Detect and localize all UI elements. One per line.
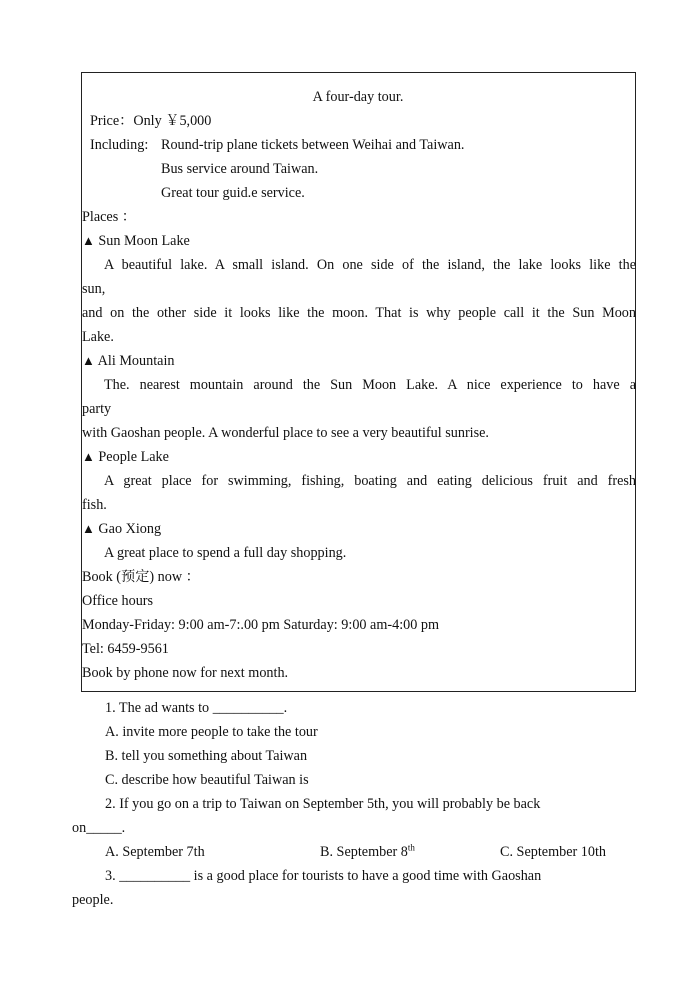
place-heading-sun-moon-lake <box>82 231 190 251</box>
telephone: Tel: 6459-9561 <box>82 641 169 657</box>
book-by-phone: Book by phone now for next month. <box>82 665 289 681</box>
including-item: Round-trip plane tickets between Weihai and Taiwan. <box>161 137 465 153</box>
place-desc-line: A beautiful lake. A small island. On one side of the island, the lake looks like the <box>104 257 636 273</box>
question-1-option-b: B. tell you something about Taiwan <box>105 748 308 764</box>
book-now: Book (预定) now ： <box>82 569 200 585</box>
question-2-option-a: A. September 7th <box>105 844 205 860</box>
including-item: Great tour guid.e service. <box>161 185 305 201</box>
question-1-stem: 1. The ad wants to __________. <box>105 700 288 716</box>
place-desc-line: A great place for swimming, fishing, boating and eating delicious fruit and fresh <box>104 473 636 489</box>
place-name: Gao Xiong <box>98 521 162 537</box>
place-desc-line: Lake. <box>82 329 114 345</box>
place-heading-people-lake <box>82 447 169 467</box>
question-2-stem: 2. If you go on a trip to Taiwan on September 5th, you will probably be back <box>105 796 541 812</box>
place-desc-line: party <box>82 401 112 417</box>
place-desc-line: fish. <box>82 497 107 513</box>
question-2-option-c: C. September 10th <box>500 844 606 860</box>
place-desc-line: and on the other side it looks like the moon. That is why people call it the Sun Moon <box>82 305 636 321</box>
including-item: Bus service around Taiwan. <box>161 161 319 177</box>
office-hours-label: Office hours <box>82 593 154 609</box>
ad-title: A four-day tour. <box>312 89 404 105</box>
place-name: Ali Mountain <box>97 353 175 369</box>
question-2-stem-continued: on_____. <box>72 820 126 836</box>
triangle-bullet-icon: ▲ <box>82 449 95 464</box>
question-1-option-a: A. invite more people to take the tour <box>105 724 318 740</box>
question-2-option-b: B. September 8th <box>320 842 415 860</box>
place-name: People Lake <box>98 449 169 465</box>
triangle-bullet-icon: ▲ <box>82 353 95 368</box>
question-3-stem-continued: people. <box>72 892 114 908</box>
place-desc-line: sun, <box>82 281 106 297</box>
triangle-bullet-icon: ▲ <box>82 233 95 248</box>
including-label: Including: <box>90 137 149 153</box>
ad-price: Price：Only ￥5,000 <box>90 113 212 129</box>
place-desc-line: with Gaoshan people. A wonderful place to see a very beautiful sunrise. <box>82 425 489 441</box>
place-heading-gao-xiong <box>82 519 161 539</box>
place-desc-line: A great place to spend a full day shopping. <box>104 545 347 561</box>
place-name: Sun Moon Lake <box>98 233 190 249</box>
office-hours: Monday-Friday: 9:00 am-7:.00 pm Saturday: 9:00 am-4:00 pm <box>82 617 440 633</box>
triangle-bullet-icon: ▲ <box>82 521 95 536</box>
place-heading-ali-mountain <box>82 351 175 371</box>
question-3-stem: 3. __________ is a good place for tourists to have a good time with Gaoshan <box>105 868 542 884</box>
places-label: Places ： <box>82 209 136 225</box>
question-1-option-c: C. describe how beautiful Taiwan is <box>105 772 309 788</box>
place-desc-line: The. nearest mountain around the Sun Moon Lake. A nice experience to have a <box>104 377 636 393</box>
